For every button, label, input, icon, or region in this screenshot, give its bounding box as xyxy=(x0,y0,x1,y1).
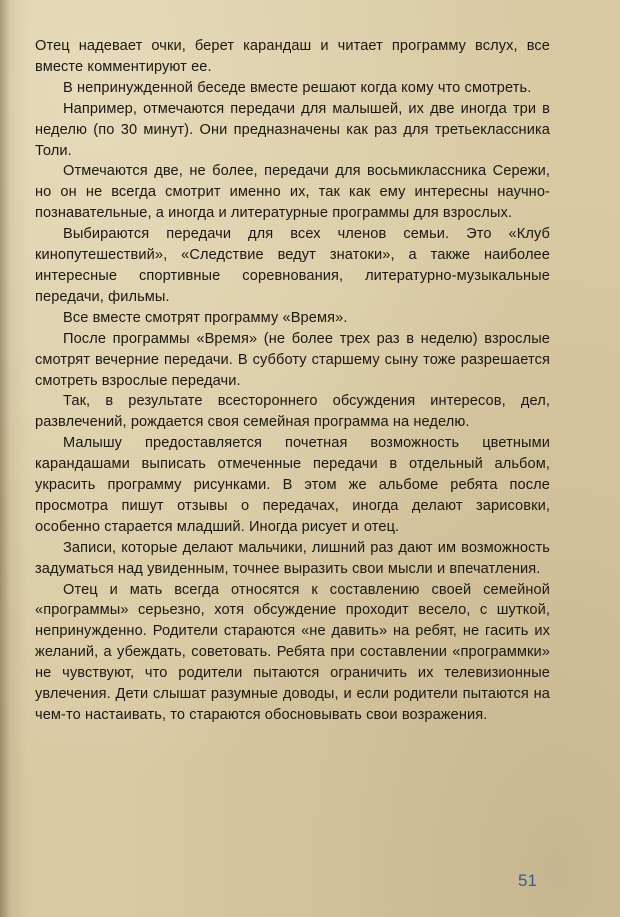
page-number: 51 xyxy=(518,871,537,890)
paragraph-2: В непринужденной беседе вместе решают когда кому что смотреть. xyxy=(63,79,532,96)
paragraph-4: Отмечаются две, не более, передачи для восьмиклассника Сережи, но он не всегда смотрит именно их, так как ему интересны научно-познавательные, а иногда и литературные программы для взрослых. xyxy=(35,163,550,222)
paragraph-5: Выбираются передачи для всех членов семьи. Это «Клуб кинопутешествий», «Следствие ведут знатоки», а также наиболее интересные спортивные соревнования, литературно-музыкальные передачи, фильмы. xyxy=(35,226,550,305)
paragraph-7: После программы «Время» (не более трех раз в неделю) взрослые смотрят вечерние передачи. В субботу старшему сыну тоже разрешается смотреть взрослые передачи. xyxy=(35,330,550,389)
paragraph-10: Записи, которые делают мальчики, лишний раз дают им возможность задуматься над увиденным, точнее выразить свои мысли и впечатления. xyxy=(35,539,550,577)
paragraph-3: Например, отмечаются передачи для малышей, их две иногда три в неделю (по 30 минут). Они предназначены как раз для третьеклассника Толи. xyxy=(35,100,550,159)
paragraph-1: Отец надевает очки, берет карандаш и читает программу вслух, все вместе комментируют ее. xyxy=(35,38,550,75)
body-text xyxy=(35,36,550,726)
binding-shadow xyxy=(0,0,10,917)
paragraph-9: Малышу предоставляется почетная возможность цветными карандашами выписать отмеченные передачи в отдельный альбом, украсить программу рисунками. В этом же альбоме ребята после просмотра пишут отзывы о передачах, иногда делают зарисовки, особенно старается младший. Иногда рисует и отец. xyxy=(35,435,550,535)
paragraph-6: Все вместе смотрят программу «Время». xyxy=(63,309,348,326)
paragraph-8: Так, в результате всестороннего обсуждения интересов, дел, развлечений, рождается своя семейная программа на неделю. xyxy=(35,393,550,431)
paragraph-11: Отец и мать всегда относятся к составлению своей семейной «программы» серьезно, хотя обсуждение проходит весело, с шуткой, непринужденно. Родители стараются «не давить» на ребят, не гасить их желаний, а убеждать, советовать. Ребята при составлении «программки» не чувствуют, что родители пытаются ограничить их телевизионные увлечения. Дети слышат разумные доводы, и если родители пытаются на чем-то настаивать, то стараются обосновывать свои возражения. xyxy=(35,581,550,723)
